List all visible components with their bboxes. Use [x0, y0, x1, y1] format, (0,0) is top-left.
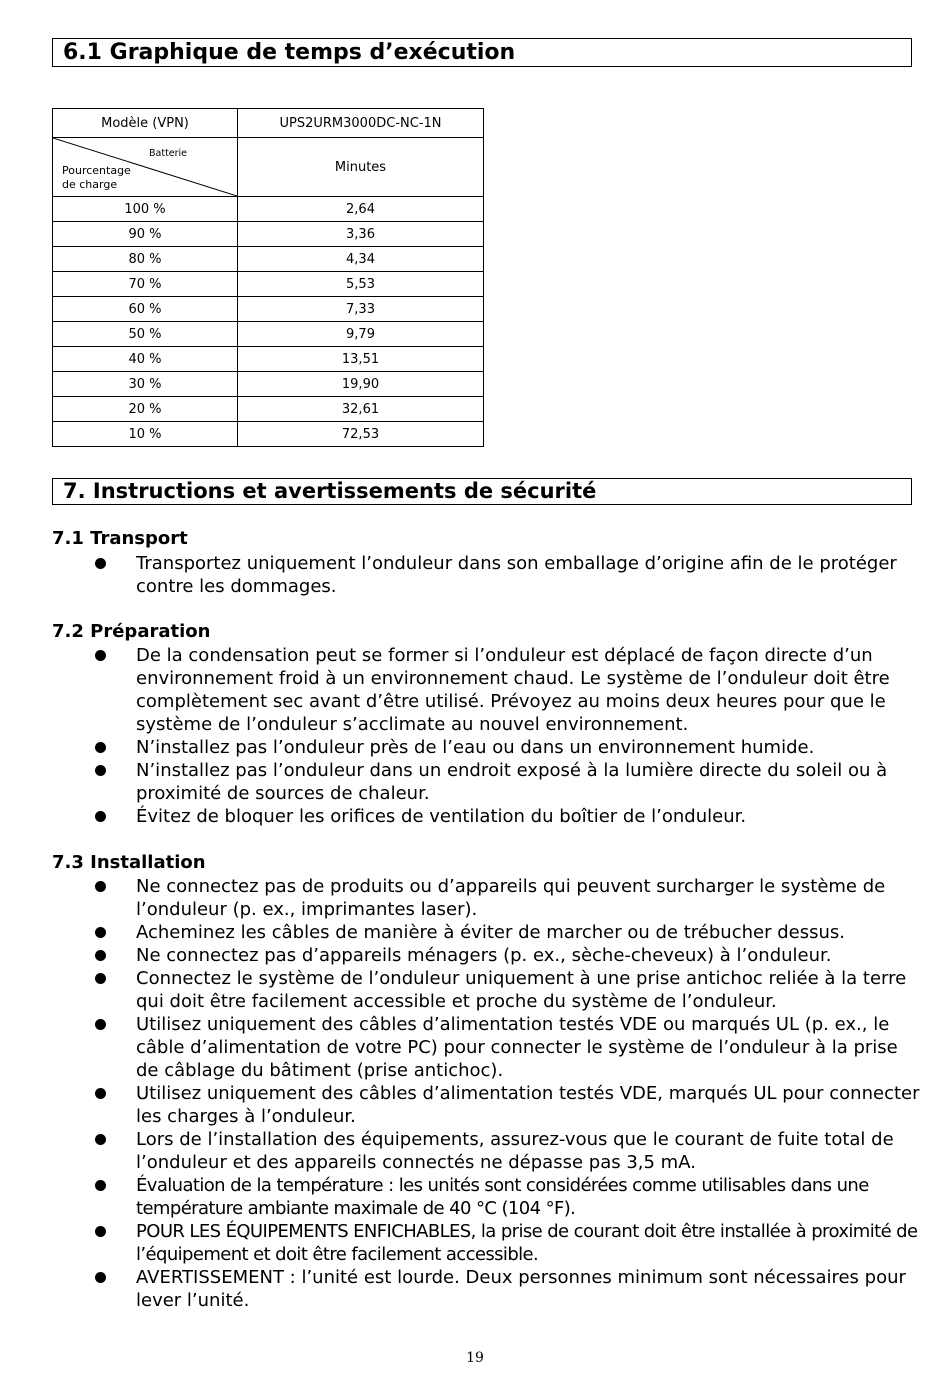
list-item-text: N’installez pas l’onduleur dans un endroit exposé à la lumière directe du soleil ou à proximité de sources de chaleur. — [136, 760, 888, 804]
list-item — [92, 759, 922, 805]
table-row — [53, 372, 484, 397]
list-item — [92, 921, 922, 944]
minutes-cell: 4,34 — [238, 247, 484, 272]
bullet-icon — [95, 1272, 106, 1283]
bullet-icon — [95, 1088, 106, 1099]
table-row — [53, 397, 484, 422]
list-item — [92, 1128, 922, 1174]
bullet-icon — [95, 650, 106, 661]
transport-list — [92, 552, 922, 598]
list-item — [92, 1220, 922, 1266]
list-item — [92, 1082, 922, 1128]
table-row — [53, 422, 484, 447]
diag-percentage-line-2: de charge — [62, 178, 118, 191]
bullet-icon — [95, 973, 106, 984]
bullet-icon — [95, 742, 106, 753]
list-item — [92, 1013, 922, 1082]
list-item-text: Acheminez les câbles de manière à éviter de marcher ou de trébucher dessus. — [136, 922, 845, 943]
bullet-icon — [95, 1134, 106, 1145]
minutes-cell: 72,53 — [238, 422, 484, 447]
minutes-cell: 7,33 — [238, 297, 484, 322]
installation-list — [92, 875, 922, 1312]
model-label-cell: Modèle (VPN) — [53, 109, 238, 138]
preparation-list — [92, 644, 922, 828]
list-item-text: POUR LES ÉQUIPEMENTS ENFICHABLES, la prise de courant doit être installée à proximité de l’équipement et doit être facilement accessible. — [136, 1221, 918, 1265]
minutes-cell: 3,36 — [238, 222, 484, 247]
load-cell: 80 % — [53, 247, 238, 272]
load-cell: 20 % — [53, 397, 238, 422]
list-item — [92, 967, 922, 1013]
runtime-table — [52, 108, 484, 447]
table-header-row — [53, 109, 484, 138]
list-item-text: N’installez pas l’onduleur près de l’eau ou dans un environnement humide. — [136, 737, 815, 758]
load-cell: 90 % — [53, 222, 238, 247]
list-item — [92, 805, 922, 828]
load-cell: 40 % — [53, 347, 238, 372]
minutes-cell: 2,64 — [238, 197, 484, 222]
bullet-icon — [95, 1019, 106, 1030]
bullet-icon — [95, 881, 106, 892]
list-item-text: Évaluation de la température : les unités sont considérées comme utilisables dans une température ambiante maximale de 40 °C (104 °F). — [136, 1175, 869, 1219]
diag-percentage-label — [62, 164, 131, 192]
diagonal-header-cell — [53, 138, 238, 197]
bullet-icon — [95, 558, 106, 569]
list-item-text: Utilisez uniquement des câbles d’alimentation testés VDE, marqués UL pour connecter les charges à l’onduleur. — [136, 1083, 920, 1127]
list-item-text: Ne connectez pas d’appareils ménagers (p. ex., sèche-cheveux) à l’onduleur. — [136, 945, 832, 966]
table-row — [53, 222, 484, 247]
load-cell: 50 % — [53, 322, 238, 347]
bullet-icon — [95, 811, 106, 822]
bullet-icon — [95, 927, 106, 938]
load-cell: 100 % — [53, 197, 238, 222]
bullet-icon — [95, 1180, 106, 1191]
table-row — [53, 347, 484, 372]
list-item-text: Lors de l’installation des équipements, assurez-vous que le courant de fuite total de l’onduleur et des appareils connectés ne dépasse pas 3,5 mA. — [136, 1129, 894, 1173]
load-cell: 10 % — [53, 422, 238, 447]
unit-cell: Minutes — [238, 138, 484, 197]
minutes-cell: 5,53 — [238, 272, 484, 297]
list-item — [92, 875, 922, 921]
list-item — [92, 1174, 922, 1220]
minutes-cell: 32,61 — [238, 397, 484, 422]
table-row — [53, 272, 484, 297]
list-item-text: Utilisez uniquement des câbles d’alimentation testés VDE ou marqués UL (p. ex., le câble d’alimentation de votre PC) pour connecter le système de l’onduleur à la prise de câblage du bâtiment (prise antichoc). — [136, 1014, 898, 1081]
load-cell: 30 % — [53, 372, 238, 397]
section-7-3-heading: 7.3 Installation — [52, 852, 206, 873]
diag-battery-label: Batterie — [149, 148, 188, 159]
table-row — [53, 197, 484, 222]
list-item-text: AVERTISSEMENT : l’unité est lourde. Deux personnes minimum sont nécessaires pour lever l’unité. — [136, 1267, 906, 1311]
table-row — [53, 297, 484, 322]
list-item — [92, 644, 922, 736]
list-item — [92, 552, 922, 598]
section-7-1-heading: 7.1 Transport — [52, 528, 188, 549]
model-value-cell: UPS2URM3000DC-NC-1N — [238, 109, 484, 138]
section-7-heading: 7. Instructions et avertissements de sécurité — [52, 478, 912, 505]
list-item-text: De la condensation peut se former si l’onduleur est déplacé de façon directe d’un environnement froid à un environnement chaud. Le système de l’onduleur doit être complètement sec avant d’être utilisé. Prévoyez au moins deux heures pour que le système de l’onduleur s’acclimate au nouvel environnement. — [136, 645, 890, 735]
list-item-text: Évitez de bloquer les orifices de ventilation du boîtier de l’onduleur. — [136, 806, 747, 827]
list-item-text: Ne connectez pas de produits ou d’appareils qui peuvent surcharger le système de l’onduleur (p. ex., imprimantes laser). — [136, 876, 886, 920]
bullet-icon — [95, 765, 106, 776]
diag-percentage-line-1: Pourcentage — [62, 164, 131, 177]
page-number: 19 — [466, 1350, 484, 1366]
table-row — [53, 247, 484, 272]
list-item-text: Connectez le système de l’onduleur uniquement à une prise antichoc reliée à la terre qui doit être facilement accessible et proche du système de l’onduleur. — [136, 968, 907, 1012]
section-6-1-heading: 6.1 Graphique de temps d’exécution — [52, 38, 912, 67]
minutes-cell: 13,51 — [238, 347, 484, 372]
section-7-2-heading: 7.2 Préparation — [52, 621, 211, 642]
list-item — [92, 736, 922, 759]
list-item — [92, 944, 922, 967]
table-subheader-row — [53, 138, 484, 197]
bullet-icon — [95, 950, 106, 961]
load-cell: 70 % — [53, 272, 238, 297]
list-item-text: Transportez uniquement l’onduleur dans son emballage d’origine afin de le protéger contre les dommages. — [136, 553, 897, 597]
table-row — [53, 322, 484, 347]
list-item — [92, 1266, 922, 1312]
bullet-icon — [95, 1226, 106, 1237]
minutes-cell: 19,90 — [238, 372, 484, 397]
minutes-cell: 9,79 — [238, 322, 484, 347]
load-cell: 60 % — [53, 297, 238, 322]
